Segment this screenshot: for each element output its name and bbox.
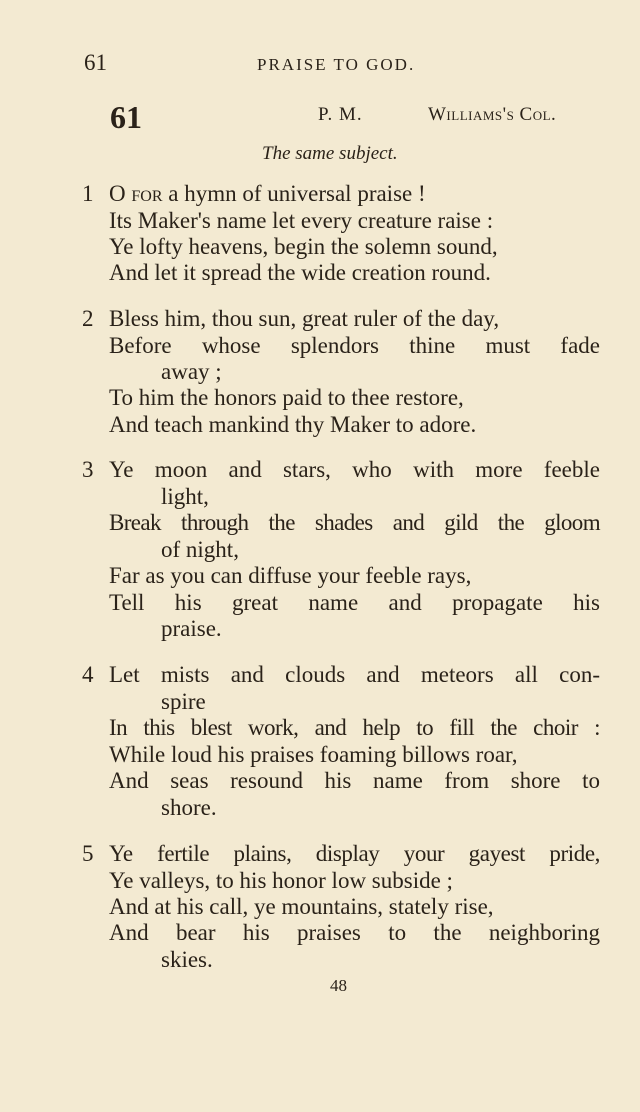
verse-line-continuation: of night, (161, 537, 239, 562)
verse-number: 2 (82, 306, 94, 331)
verse-line: While loud his praises foaming billows roar, (109, 742, 518, 767)
page-header-number: 61 (84, 50, 107, 75)
verse-number: 5 (82, 841, 94, 866)
hymn-number: 61 (110, 99, 142, 135)
verse-line: And at his call, ye mountains, stately rise, (109, 894, 494, 919)
verse-number: 3 (82, 457, 94, 482)
running-title: PRAISE TO GOD. (257, 55, 416, 74)
verse-line: Far as you can diffuse your feeble rays, (109, 563, 472, 588)
verse-line: Tell his great name and propagate his (109, 590, 600, 615)
verse-line: Its Maker's name let every creature raise : (109, 208, 494, 233)
verse-line-continuation: away ; (161, 359, 222, 384)
verse-line: To him the honors paid to thee restore, (109, 385, 464, 410)
hymn-subtitle: The same subject. (262, 143, 398, 164)
verse-line-continuation: spire (161, 689, 206, 714)
verse-line: Ye moon and stars, who with more feeble (109, 457, 600, 482)
verse-number: 4 (82, 662, 94, 687)
verse-line: Let mists and clouds and meteors all con- (109, 662, 600, 687)
verse-line: Break through the shades and gild the gloom (109, 510, 600, 535)
verse-line: And bear his praises to the neighboring (109, 920, 600, 945)
verse-line: Ye lofty heavens, begin the solemn sound, (109, 234, 498, 259)
page-footer-number: 48 (330, 976, 347, 995)
verse-line: And seas resound his name from shore to (109, 768, 600, 793)
hymn-tune: Williams's Col. (428, 104, 557, 125)
verse-line-continuation: praise. (161, 616, 222, 641)
verse-line: Ye fertile plains, display your gayest pride, (109, 841, 600, 866)
verse-line: Before whose splendors thine must fade (109, 333, 600, 358)
verse-line-continuation: light, (161, 484, 209, 509)
verse-line: And let it spread the wide creation round. (109, 260, 491, 285)
verse-number: 1 (82, 181, 94, 206)
verse-line-continuation: skies. (161, 947, 213, 972)
verse-line: And teach mankind thy Maker to adore. (109, 412, 477, 437)
verse-line-opening: O for a hymn of universal praise ! (109, 181, 426, 206)
verse-line: Ye valleys, to his honor low subside ; (109, 868, 453, 893)
verse-line-continuation: shore. (161, 795, 217, 820)
hymn-meter: P. M. (318, 104, 363, 125)
small-caps-word: for (131, 181, 163, 206)
verse-line: In this blest work, and help to fill the choir : (109, 715, 600, 740)
verse-line: Bless him, thou sun, great ruler of the day, (109, 306, 500, 331)
